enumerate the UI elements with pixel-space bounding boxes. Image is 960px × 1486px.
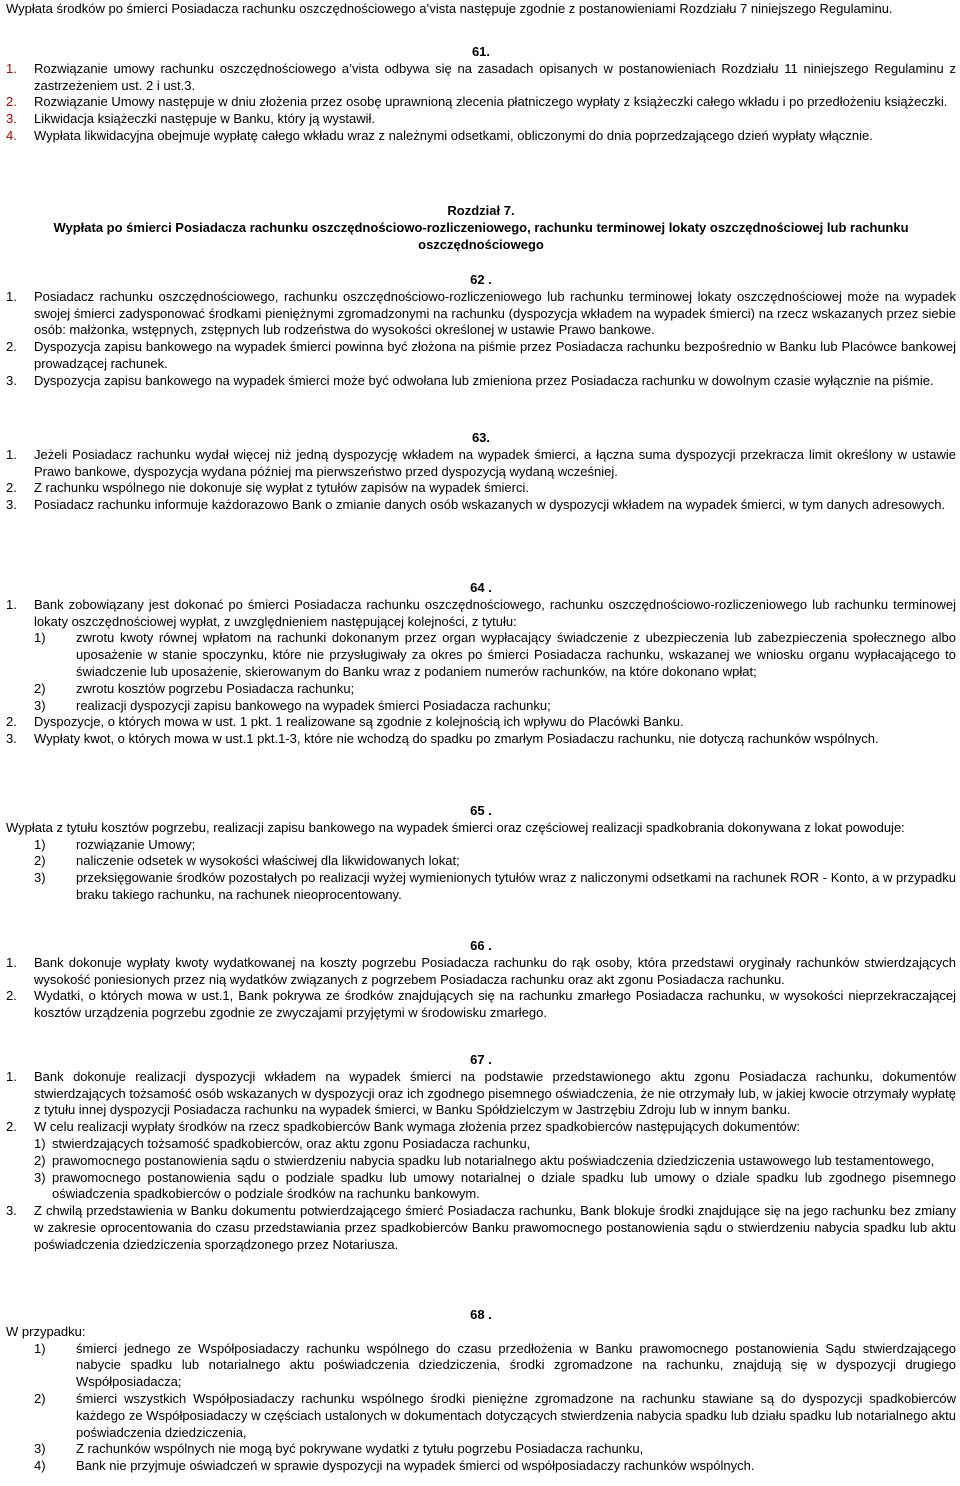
sub-item-number: 3) xyxy=(34,697,46,713)
list-item xyxy=(6,94,956,111)
item-number: 3. xyxy=(6,731,17,747)
section-66-heading: 66 . xyxy=(470,938,492,953)
sub-item-text: realizacji dyspozycji zapisu bankowego na wypadek śmierci Posiadacza rachunku; xyxy=(76,697,551,713)
sub-item-number: 3) xyxy=(34,870,46,886)
sub-list-item xyxy=(6,1170,956,1204)
sub-item-number: 2) xyxy=(34,680,46,696)
list-item xyxy=(6,339,956,373)
section-65 xyxy=(6,803,956,904)
item-number: 3. xyxy=(6,111,17,127)
sub-list-item xyxy=(6,1153,956,1170)
item-number: 2. xyxy=(6,714,17,730)
item-text: Dyspozycja zapisu bankowego na wypadek śmierci powinna być złożona na piśmie przez Posiadacza rachunku bezpośrednio w Banku lub Placówce bankowej prowadzącej rachunek. xyxy=(34,339,956,371)
sub-item-text: śmierci wszystkich Współposiadaczy rachunku wspólnego środki pieniężne zgromadzone na rachunku stawiane są do dyspozycji spadkobierców każdego ze Współposiadaczy w częściach ustalonych w dokumentach dotyczących stwierdzenia nabycia spadku lub działu spadku lub notarialnego aktu poświadczenia dziedziczenia, xyxy=(76,1390,956,1440)
sub-item-text: stwierdzających tożsamość spadkobierców, oraz aktu zgonu Posiadacza rachunku, xyxy=(52,1135,531,1151)
section-67 xyxy=(6,1052,956,1254)
sub-list-item xyxy=(6,630,956,680)
section-68-lead: W przypadku: xyxy=(6,1323,86,1339)
list-item xyxy=(6,61,956,95)
intro-paragraph: Wypłata środków po śmierci Posiadacza rachunku oszczędnościowego a’vista następuje zgodnie z postanowieniami Rozdziału 7 niniejszego Regulaminu. xyxy=(6,1,893,16)
list-item xyxy=(6,597,956,631)
sub-item-number: 3) xyxy=(34,1441,46,1457)
item-number: 1. xyxy=(6,60,17,76)
sub-item-number: 1) xyxy=(34,836,46,852)
list-item xyxy=(6,714,956,731)
item-number: 1. xyxy=(6,446,17,462)
list-item xyxy=(6,731,956,748)
sub-item-number: 3) xyxy=(34,1169,46,1185)
list-item xyxy=(6,988,956,1022)
item-text: Dyspozycje, o których mowa w ust. 1 pkt. 1 realizowane są zgodnie z kolejnością ich wpływu do Placówki Banku. xyxy=(34,714,684,730)
sub-item-text: prawomocnego postanowienia sądu o podziale spadku lub umowy notarialnej o dziale spadku lub umowy o dziale spadku lub zgodnego pisemnego oświadczenia spadkobierców o podziale środków na rachunku bankowym. xyxy=(52,1169,956,1202)
item-text: Posiadacz rachunku informuje każdorazowo Bank o zmianie danych osób wskazanych w dyspozycji wkładem na wypadek śmierci, w tym danych adresowych. xyxy=(34,497,946,513)
sub-item-text: śmierci jednego ze Współposiadaczy rachunku wspólnego do czasu przedłożenia w Banku prawomocnego postanowienia Sądu stwierdzającego nabycie spadku lub notarialnego aktu poświadczenia dziedziczenia, środki zgromadzone na rachunku, znajdują się w dyspozycji drugiego Współposiadacza; xyxy=(76,1340,956,1390)
item-text: W celu realizacji wypłaty środków na rzecz spadkobierców Bank wymaga złożenia przez spadkobierców następujących dokumentów: xyxy=(34,1119,800,1135)
list-item xyxy=(6,955,956,989)
sub-item-number: 4) xyxy=(34,1458,46,1474)
sub-list-item xyxy=(6,1458,956,1475)
sub-list-item xyxy=(6,853,956,870)
section-62-heading: 62 . xyxy=(470,272,492,287)
sub-item-text: prawomocnego postanowienia sądu o stwierdzeniu nabycia spadku lub notarialnego aktu poświadczenia dziedziczenia ustawowego lub testamentowego, xyxy=(52,1152,935,1168)
sub-item-number: 2) xyxy=(34,1390,46,1406)
item-text: Bank dokonuje realizacji dyspozycji wkładem na wypadek śmierci na podstawie przedstawionego aktu zgonu Posiadacza rachunku, dokumentów stwierdzających tożsamość osób wskazanych w dyspozycji oraz ich zgodnego pisemnego oświadczenia, że nie otrzymały lub, w jakiej kwocie otrzymały wypłatę z tytułu innej dyspozycji Posiadacza rachunku na wypadek śmierci, w Banku Spółdzielczym w Jastrzębiu Zdroju lub w innym banku. xyxy=(34,1068,956,1118)
list-item xyxy=(6,1119,956,1136)
item-number: 2. xyxy=(6,1119,17,1135)
section-65-heading: 65 . xyxy=(470,803,492,818)
sub-item-text: naliczenie odsetek w wysokości właściwej dla likwidowanych lokat; xyxy=(76,853,460,869)
list-item xyxy=(6,447,956,481)
list-item xyxy=(6,373,956,390)
item-text: Z chwilą przedstawienia w Banku dokumentu potwierdzającego śmierć Posiadacza rachunku, Bank blokuje środki znajdujące się na jego rachunku bez zmiany w zakresie oprocentowania do czasu przedstawiania przez spadkobierców Banku prawomocnego postanowienia sądu o stwierdzeniu nabycia spadku lub aktu poświadczenia dziedziczenia sporządzonego przez Notariusza. xyxy=(34,1203,956,1252)
item-text: Posiadacz rachunku oszczędnościowego, rachunku oszczędnościowo-rozliczeniowego lub rachunku terminowej lokaty oszczędnościowej może na wypadek swojej śmierci zadysponować środkami pieniężnymi zgromadzonymi na rachunku (dyspozycja wkładem na wypadek śmierci) na rzecz wskazanych przez siebie osób: małżonka, wstępnych, zstępnych lub rodzeństwa do wysokości określonej w ustawie Prawo bankowe. xyxy=(34,288,956,338)
list-item xyxy=(6,111,956,128)
sub-list-item xyxy=(6,1341,956,1391)
sub-item-number: 2) xyxy=(34,853,46,869)
section-64-heading: 64 . xyxy=(470,580,492,595)
item-number: 1. xyxy=(6,288,17,304)
sub-list-item xyxy=(6,1391,956,1441)
sub-item-number: 1) xyxy=(34,1340,46,1356)
section-68 xyxy=(6,1307,956,1475)
item-text: Z rachunku wspólnego nie dokonuje się wypłat z tytułów zapisów na wypadek śmierci. xyxy=(34,480,529,496)
list-item xyxy=(6,480,956,497)
item-number: 2. xyxy=(6,988,17,1004)
chapter-title: Wypłata po śmierci Posiadacza rachunku oszczędnościowo-rozliczeniowego, rachunku terminowej lokaty oszczędnościowej lub rachunku oszczędnościowego xyxy=(53,219,909,252)
item-text: Wydatki, o których mowa w ust.1, Bank pokrywa ze środków znajdujących się na rachunku zmarłego Posiadacza rachunku, w wysokości nieprzekraczającej kosztów urządzenia pogrzebu zgodnie ze zwyczajami przyjętymi w środowisku zmarłego. xyxy=(34,988,956,1021)
item-number: 1. xyxy=(6,596,17,612)
item-text: Bank zobowiązany jest dokonać po śmierci Posiadacza rachunku oszczędnościowego, rachunku oszczędnościowo-rozliczeniowego lub rachunku terminowej lokaty oszczędnościowej wypłat, z uwzględnieniem następującej kolejności, z tytułu: xyxy=(34,596,956,629)
sub-item-text: rozwiązanie Umowy; xyxy=(76,836,196,852)
sub-item-text: zwrotu kwoty równej wpłatom na rachunki dokonanym przez organ wypłacający świadczenie z ubezpieczenia lub zabezpieczenia społecznego albo uposażenie w stanie spoczynku, które nie przysługiwały za okres po śmierci Posiadacza rachunku, wskazanej we wniosku organu wypłacającego to świadczenie lub uposażenie, skierowanym do Banku wraz z podaniem numerów rachunków, na które dokonano wpłat; xyxy=(76,630,956,679)
section-68-heading: 68 . xyxy=(470,1307,492,1322)
sub-list-item xyxy=(6,837,956,854)
section-67-heading: 67 . xyxy=(470,1052,492,1067)
item-text: Jeżeli Posiadacz rachunku wydał więcej niż jedną dyspozycję wkładem na wypadek śmierci, a łączna suma dyspozycji przekracza limit określony w ustawie Prawo bankowe, dyspozycja wydana później ma pierwszeństwo przed dyspozycją wydaną wcześniej. xyxy=(34,446,956,479)
sub-item-text: przeksięgowanie środków pozostałych po realizacji wyżej wymienionych tytułów wraz z naliczonymi odsetkami na rachunek ROR - Konto, a w przypadku braku takiego rachunku, na rachunek nieoprocentowany. xyxy=(76,870,956,902)
item-number: 1. xyxy=(6,1068,17,1084)
sub-item-text: zwrotu kosztów pogrzebu Posiadacza rachunku; xyxy=(76,680,355,696)
item-number: 2. xyxy=(6,339,17,355)
sub-item-text: Bank nie przyjmuje oświadczeń w sprawie dyspozycji na wypadek śmierci od współposiadaczy rachunków wspólnych. xyxy=(76,1458,755,1474)
section-63-heading: 63. xyxy=(471,430,491,445)
section-61-heading: 61. xyxy=(471,44,491,59)
sub-list-item xyxy=(6,1136,956,1153)
item-text: Wypłata likwidacyjna obejmuje wypłatę całego wkładu wraz z należnymi odsetkami, obliczonymi do dnia poprzedzającego dzień wypłaty włącznie. xyxy=(34,127,873,143)
item-number: 3. xyxy=(6,372,17,388)
list-item xyxy=(6,1203,956,1253)
list-item xyxy=(6,289,956,339)
section-61 xyxy=(6,44,956,145)
section-66 xyxy=(6,938,956,1022)
item-number: 2. xyxy=(6,94,17,110)
item-number: 4. xyxy=(6,127,17,143)
sub-list-item xyxy=(6,870,956,904)
sub-item-number: 2) xyxy=(34,1152,46,1168)
section-65-lead: Wypłata z tytułu kosztów pogrzebu, realizacji zapisu bankowego na wypadek śmierci oraz częściowej realizacji spadkobrania dokonywana z lokat powoduje: xyxy=(6,819,905,835)
item-text: Rozwiązanie umowy rachunku oszczędnościowego a’vista odbywa się na zasadach opisanych w postanowieniach Rozdziału 11 niniejszego Regulaminu z zastrzeżeniem ust. 2 i ust.3. xyxy=(34,60,956,93)
sub-item-text: Z rachunków wspólnych nie mogą być pokrywane wydatki z tytułu pogrzebu Posiadacza rachunku, xyxy=(76,1441,644,1457)
list-item xyxy=(6,128,956,145)
sub-item-number: 1) xyxy=(34,1135,46,1151)
sub-item-number: 1) xyxy=(34,630,46,646)
chapter-label: Rozdział 7. xyxy=(447,203,515,218)
section-62 xyxy=(6,272,956,390)
list-item xyxy=(6,1069,956,1119)
item-text: Rozwiązanie Umowy następuje w dniu złożenia przez osobę uprawnioną zlecenia płatniczego wypłaty z książeczki całego wkładu i po przedłożeniu książeczki. xyxy=(34,94,948,110)
chapter-7-heading xyxy=(6,203,956,253)
item-number: 3. xyxy=(6,497,17,513)
sub-list-item xyxy=(6,698,956,715)
item-number: 2. xyxy=(6,480,17,496)
item-text: Dyspozycja zapisu bankowego na wypadek śmierci może być odwołana lub zmieniona przez Posiadacza rachunku w dowolnym czasie wyłącznie na piśmie. xyxy=(34,372,934,388)
sub-list-item xyxy=(6,681,956,698)
section-64 xyxy=(6,580,956,748)
item-text: Wypłaty kwot, o których mowa w ust.1 pkt.1-3, które nie wchodzą do spadku po zmarłym Posiadaczu rachunku, nie dotyczą rachunków wspólnych. xyxy=(34,731,879,747)
sub-list-item xyxy=(6,1441,956,1458)
item-text: Likwidacja książeczki następuje w Banku, który ją wystawił. xyxy=(34,111,376,127)
item-number: 3. xyxy=(6,1203,17,1219)
list-item xyxy=(6,497,956,514)
item-text: Bank dokonuje wypłaty kwoty wydatkowanej na koszty pogrzebu Posiadacza rachunku do rąk osoby, która przedstawi oryginały rachunków stwierdzających wysokość poniesionych przez nią wydatków związanych z pogrzebem Posiadacza rachunku oraz akt zgonu Posiadacza rachunku. xyxy=(34,954,956,987)
item-number: 1. xyxy=(6,954,17,970)
section-63 xyxy=(6,430,956,514)
